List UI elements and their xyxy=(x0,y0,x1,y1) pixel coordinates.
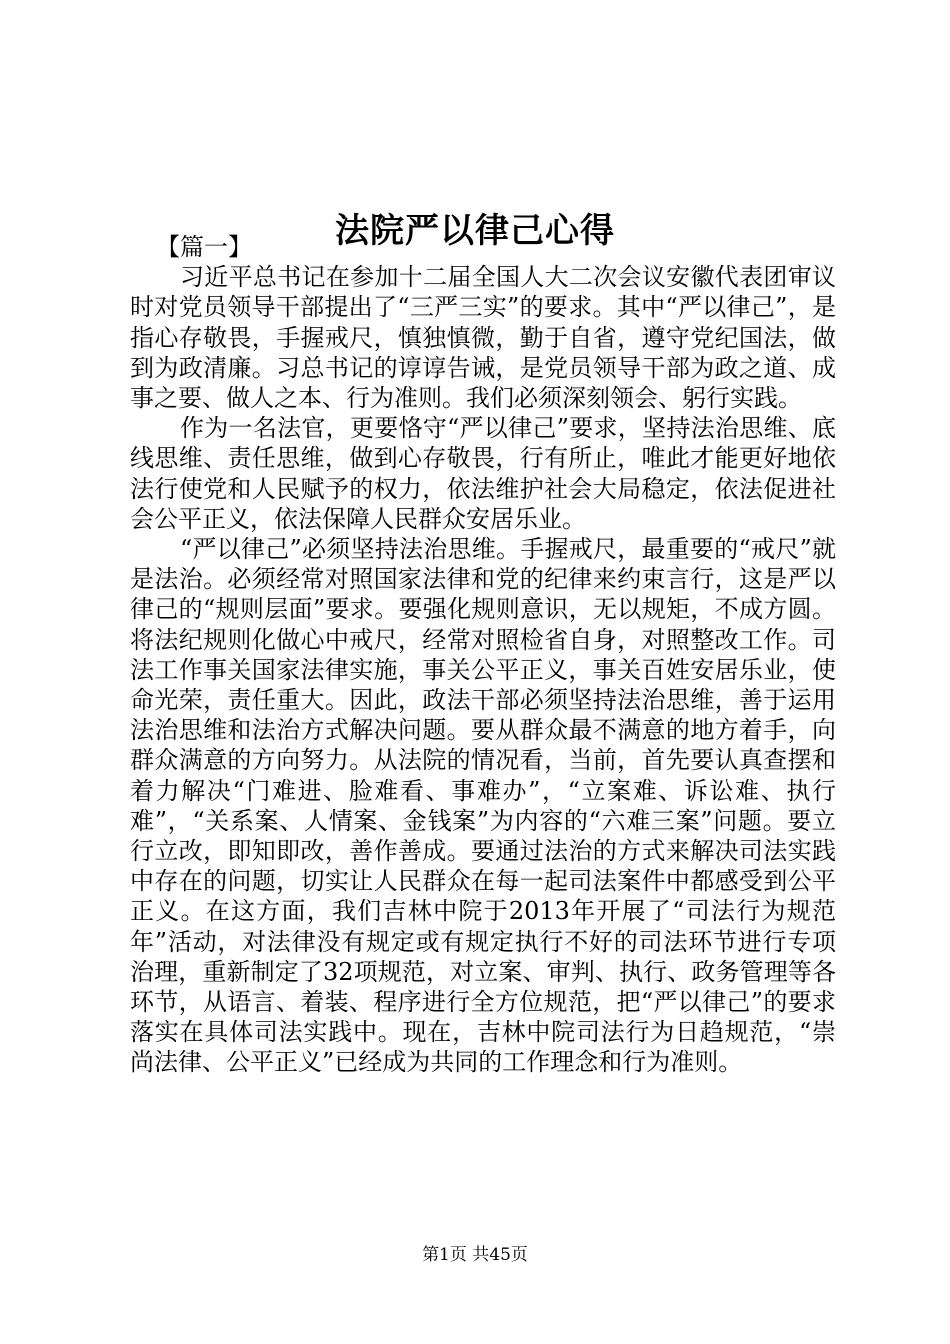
paragraph-3: “严以律己”必须坚持法治思维。手握戒尺，最重要的“戒尺”就是法治。必须经常对照国家法律和党的纪律来约束言行，这是严以律己的“规则层面”要求。要强化规则意识，无以规矩，不成方圆。将法纪规则化做心中戒尺，经常对照检省自身，对照整改工作。司法工作事关国家法律实施，事关公平正义，事关百姓安居乐业，使命光荣，责任重大。因此，政法干部必须坚持法治思维，善于运用法治思维和法治方式解决问题。要从群众最不满意的地方着手，向群众满意的方向努力。从法院的情况看，当前，首先要认真查摆和着力解决“门难进、脸难看、事难办”，“立案难、诉讼难、执行难”，“关系案、人情案、金钱案”为内容的“六难三案”问题。要立行立改，即知即改，善作善成。要通过法治的方式来解决司法实践中存在的问题，切实让人民群众在每一起司法案件中都感受到公平正义。在这方面，我们吉林中院于2013年开展了“司法行为规范年”活动，对法律没有规定或有规定执行不好的司法环节进行专项治理，重新制定了32项规范，对立案、审判、执行、政务管理等各环节，从语言、着装、程序进行全方位规范，把“严以律己”的要求落实在具体司法实践中。现在，吉林中院司法行为日趋规范，“崇尚法律、公平正义”已经成为共同的工作理念和行为准则。 xyxy=(130,535,836,1077)
section-heading: 【篇一】 xyxy=(156,233,252,261)
page-footer: 第1页 共45页 xyxy=(422,1245,528,1265)
paragraph-1: 习近平总书记在参加十二届全国人大二次会议安徽代表团审议时对党员领导干部提出了“三严三实”的要求。其中“严以律己”，是指心存敬畏，手握戒尺，慎独慎微，勤于自省，遵守党纪国法，做到为政清廉。习总书记的谆谆告诫，是党员领导干部为政之道、成事之要、做人之本、行为准则。我们必须深刻领会、躬行实践。 xyxy=(130,263,836,413)
document-body xyxy=(130,232,836,1078)
document-title: 法院严以律己心得 xyxy=(335,210,615,251)
paragraph-2: 作为一名法官，更要恪守“严以律己”要求，坚持法治思维、底线思维、责任思维，做到心存敬畏，行有所止，唯此才能更好地依法行使党和人民赋予的权力，依法维护社会大局稳定，依法促进社会公平正义，依法保障人民群众安居乐业。 xyxy=(130,414,836,533)
